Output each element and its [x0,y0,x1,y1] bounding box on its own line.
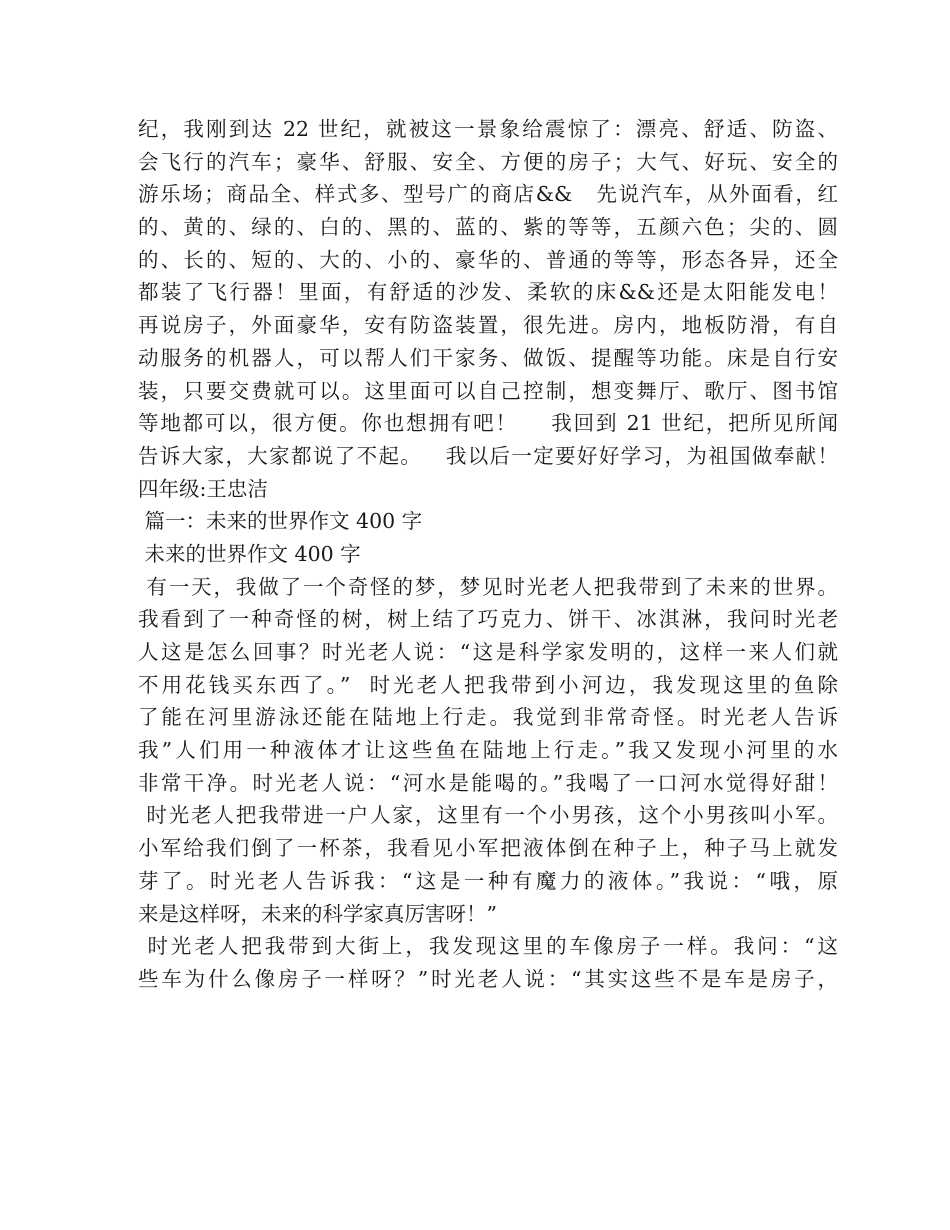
text-line: 时光老人把我带到大街上，我发现这里的车像房子一样。我问：“这 [138,934,838,959]
text-line: 等地都可以，很方便。你也想拥有吧！ 我回到 21 世纪，把所见所闻 [138,411,838,436]
text-line: 再说房子，外面豪华，安有防盗装置，很先进。房内，地板防滑，有自 [138,313,838,338]
text-line: 有一天，我做了一个奇怪的梦，梦见时光老人把我带到了未来的世界。 [138,574,838,599]
text-line: 会飞行的汽车；豪华、舒服、安全、方便的房子；大气、好玩、安全的 [138,149,838,174]
text-line: 都装了飞行器！里面，有舒适的沙发、柔软的床&&还是太阳能发电！ [138,280,838,305]
text-line: 不用花钱买东西了。” 时光老人把我带到小河边，我发现这里的鱼除 [138,672,838,697]
text-line: 芽了。时光老人告诉我：“这是一种有魔力的液体。”我说：“哦，原 [138,868,838,893]
text-line: 游乐场；商品全、样式多、型号广的商店&& 先说汽车，从外面看，红 [138,182,838,207]
text-line: 的、长的、短的、大的、小的、豪华的、普通的等等，形态各异，还全 [138,247,838,272]
text-line: 告诉大家，大家都说了不起。 我以后一定要好好学习，为祖国做奉献！ [138,443,838,468]
text-line: 我看到了一种奇怪的树，树上结了巧克力、饼干、冰淇淋，我问时光老 [138,607,838,632]
text-line: 篇一：未来的世界作文 400 字 [138,509,423,534]
text-line: 我”人们用一种液体才让这些鱼在陆地上行走。”我又发现小河里的水 [138,738,838,763]
text-line: 人这是怎么回事？时光老人说：“这是科学家发明的，这样一来人们就 [138,640,838,664]
text-line: 小军给我们倒了一杯茶，我看见小军把液体倒在种子上，种子马上就发 [138,836,838,861]
text-line: 的、黄的、绿的、白的、黑的、蓝的、紫的等等，五颜六色；尖的、圆 [138,215,838,240]
text-line: 些车为什么像房子一样呀？”时光老人说：“其实这些不是车是房子， [138,966,838,991]
text-line: 非常干净。时光老人说：“河水是能喝的。”我喝了一口河水觉得好甜！ [138,770,838,795]
text-line: 四年级:王忠洁 [138,476,268,501]
text-line: 来是这样呀，未来的科学家真厉害呀！” [138,901,497,926]
text-line: 时光老人把我带进一户人家，这里有一个小男孩，这个小男孩叫小军。 [138,803,838,828]
text-line: 未来的世界作文 400 字 [138,541,361,566]
text-line: 纪，我刚到达 22 世纪，就被这一景象给震惊了：漂亮、舒适、防盗、 [138,117,838,141]
text-line: 了能在河里游泳还能在陆地上行走。我觉到非常奇怪。时光老人告诉 [138,705,838,730]
text-line: 动服务的机器人，可以帮人们干家务、做饭、提醒等功能。床是自行安 [138,345,838,370]
body-text [138,113,838,996]
text-line: 装，只要交费就可以。这里面可以自己控制，想变舞厅、歌厅、图书馆 [138,378,838,403]
